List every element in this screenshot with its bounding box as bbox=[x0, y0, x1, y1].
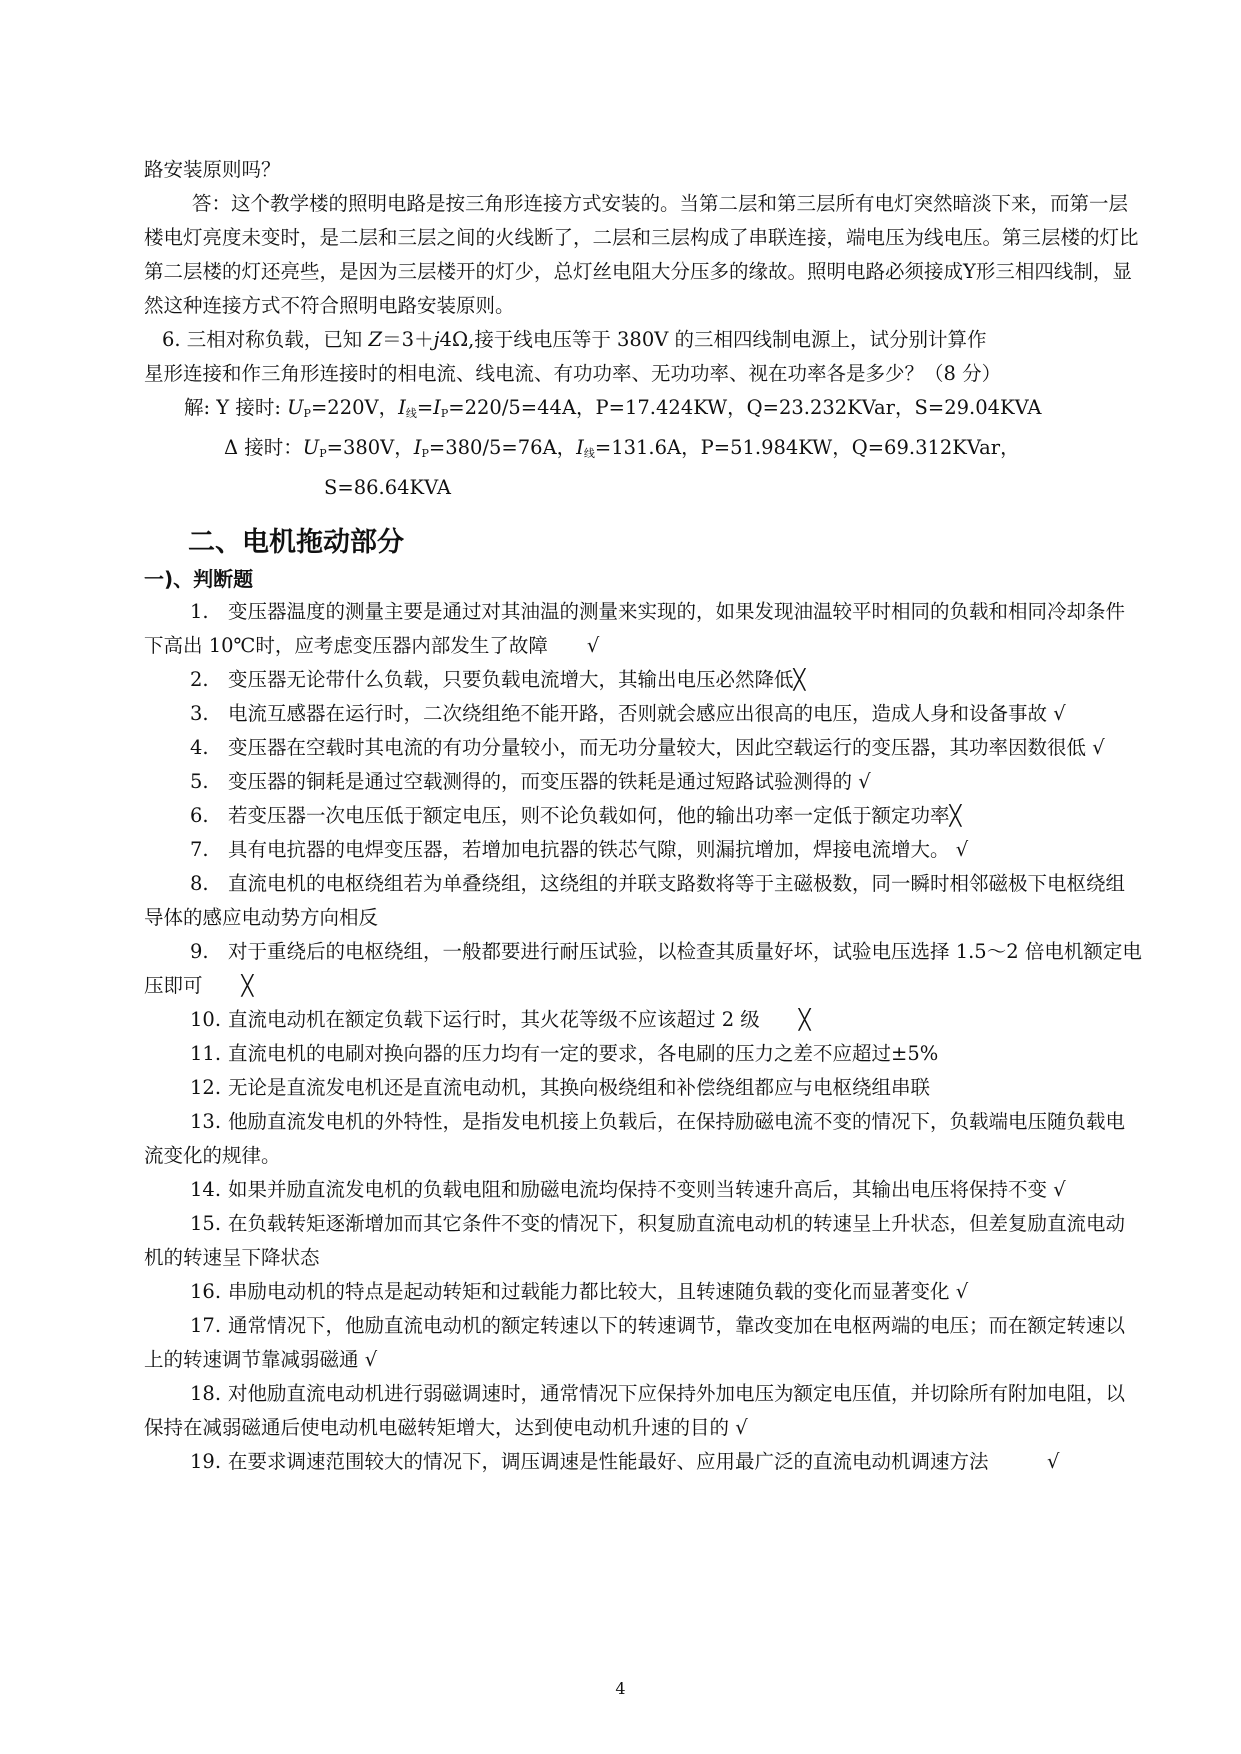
item-text: 变压器的铜耗是通过空载测得的，而变压器的铁耗是通过短路试验测得的 √ bbox=[228, 770, 871, 793]
item-number: 16. bbox=[190, 1280, 222, 1303]
item-number: 7. bbox=[190, 838, 209, 861]
item-number: 2. bbox=[190, 668, 209, 691]
list-item bbox=[144, 935, 1144, 1003]
item-number: 17. bbox=[190, 1314, 222, 1337]
judgement-list bbox=[144, 595, 1144, 1479]
list-item bbox=[144, 663, 1144, 697]
item-number: 6. bbox=[190, 804, 209, 827]
item-number: 1. bbox=[190, 600, 209, 623]
list-item bbox=[144, 765, 1144, 799]
u-symbol: U bbox=[302, 436, 320, 459]
q6-j: j bbox=[433, 328, 440, 351]
subsection-title: 一)、判断题 bbox=[144, 567, 254, 591]
solution-delta-line bbox=[144, 431, 1144, 471]
solution-y-line bbox=[144, 391, 1144, 431]
p-subscript: P bbox=[303, 407, 311, 420]
i-symbol: I bbox=[433, 396, 441, 419]
list-item bbox=[144, 1173, 1144, 1207]
list-item bbox=[144, 1037, 1144, 1071]
item-text: 对于重绕后的电枢绕组，一般都要进行耐压试验，以检查其质量好坏，试验电压选择 1.5～2 倍电机额定电压即可 ╳ bbox=[144, 940, 1142, 997]
item-text: 直流电机的电刷对换向器的压力均有一定的要求，各电刷的压力之差不应超过±5% bbox=[228, 1042, 939, 1065]
item-number: 12. bbox=[190, 1076, 222, 1099]
item-number: 4. bbox=[190, 736, 209, 759]
list-item bbox=[144, 833, 1144, 867]
item-text: 他励直流发电机的外特性，是指发电机接上负载后，在保持励磁电流不变的情况下，负载端电压随负载电流变化的规律。 bbox=[144, 1110, 1126, 1167]
item-number: 8. bbox=[190, 872, 209, 895]
item-number: 5. bbox=[190, 770, 209, 793]
item-text: 无论是直流发电机还是直流电动机，其换向极绕组和补偿绕组都应与电枢绕组串联 bbox=[228, 1076, 931, 1099]
eq-sign: = bbox=[416, 396, 434, 419]
list-item bbox=[144, 1207, 1144, 1275]
i-symbol: I bbox=[576, 436, 584, 459]
list-item bbox=[144, 1309, 1144, 1377]
list-item bbox=[144, 1377, 1144, 1445]
sol-delta-part-2: =380/5=76A， bbox=[428, 436, 577, 459]
item-text: 直流电动机在额定负载下运行时，其火花等级不应该超过 2 级 ╳ bbox=[228, 1008, 811, 1031]
item-text: 如果并励直流发电机的负载电阻和励磁电流均保持不变则当转速升高后，其输出电压将保持不变 √ bbox=[228, 1178, 1066, 1201]
u-symbol: U bbox=[287, 396, 304, 419]
item-number: 11. bbox=[190, 1042, 222, 1065]
item-number: 15. bbox=[190, 1212, 222, 1235]
sol-delta-part-1: =380V， bbox=[326, 436, 414, 459]
p-subscript: P bbox=[440, 407, 449, 420]
item-text: 若变压器一次电压低于额定电压，则不论负载如何，他的输出功率一定低于额定功率╳ bbox=[228, 804, 962, 827]
item-text: 在要求调速范围较大的情况下，调压调速是性能最好、应用最广泛的直流电动机调速方法 √ bbox=[228, 1450, 1060, 1473]
solution-delta-s: S=86.64KVA bbox=[324, 476, 451, 499]
p-subscript: P bbox=[319, 447, 327, 460]
item-text: 对他励直流电动机进行弱磁调速时，通常情况下应保持外加电压为额定电压值，并切除所有附加电阻，以保持在减弱磁通后使电动机电磁转矩增大，达到使电动机升速的目的 √ bbox=[144, 1382, 1126, 1439]
item-text: 具有电抗器的电焊变压器，若增加电抗器的铁芯气隙，则漏抗增加，焊接电流增大。 √ bbox=[228, 838, 969, 861]
intro-line: 路安装原则吗？ bbox=[144, 158, 281, 181]
p-subscript: P bbox=[421, 447, 429, 460]
list-item bbox=[144, 1105, 1144, 1173]
line-subscript: 线 bbox=[583, 447, 595, 460]
line-subscript: 线 bbox=[405, 407, 417, 420]
question-6-line-1 bbox=[144, 323, 1144, 357]
sol-delta-part-3: =131.6A，P=51.984KW，Q=69.312KVar， bbox=[594, 436, 1020, 459]
item-number: 3. bbox=[190, 702, 209, 725]
page-body bbox=[144, 153, 1144, 1479]
question-6-line-2: 星形连接和作三角形连接时的相电流、线电流、有功功率、无功功率、视在功率各是多少？（8 分） bbox=[144, 362, 1002, 385]
sol-y-part-1: =220V， bbox=[310, 396, 399, 419]
item-number: 18. bbox=[190, 1382, 222, 1405]
page-number: 4 bbox=[615, 1679, 626, 1698]
section-title: 二、电机拖动部分 bbox=[188, 527, 404, 558]
list-item bbox=[144, 731, 1144, 765]
item-text: 变压器无论带什么负载，只要负载电流增大，其输出电压必然降低╳ bbox=[228, 668, 806, 691]
q6-text-b: 4Ω,接于线电压等于 380V 的三相四线制电源上，试分别计算作 bbox=[439, 328, 987, 351]
item-text: 电流互感器在运行时，二次绕组绝不能开路，否则就会感应出很高的电压，造成人身和设备事故 √ bbox=[228, 702, 1066, 725]
item-text: 通常情况下，他励直流电动机的额定转速以下的转速调节，靠改变加在电枢两端的电压；而在额定转速以上的转速调节靠减弱磁通 √ bbox=[144, 1314, 1126, 1371]
item-text: 在负载转矩逐渐增加而其它条件不变的情况下，积复励直流电动机的转速呈上升状态，但差复励直流电动机的转速呈下降状态 bbox=[144, 1212, 1126, 1269]
item-number: 9. bbox=[190, 940, 209, 963]
i-symbol: I bbox=[413, 436, 422, 459]
sol-delta-label: Δ 接时： bbox=[224, 436, 303, 459]
list-item bbox=[144, 1445, 1144, 1479]
item-text: 直流电机的电枢绕组若为单叠绕组，这绕组的并联支路数将等于主磁极数，同一瞬时相邻磁极下电枢绕组导体的感应电动势方向相反 bbox=[144, 872, 1126, 929]
item-number: 19. bbox=[190, 1450, 222, 1473]
list-item bbox=[144, 595, 1144, 663]
q6-eq: ＝3＋ bbox=[382, 328, 434, 351]
list-item bbox=[144, 1003, 1144, 1037]
list-item bbox=[144, 1071, 1144, 1105]
list-item bbox=[144, 1275, 1144, 1309]
list-item bbox=[144, 697, 1144, 731]
item-text: 变压器温度的测量主要是通过对其油温的测量来实现的，如果发现油温较平时相同的负载和相同冷却条件下高出 10℃时，应考虑变压器内部发生了故障 √ bbox=[144, 600, 1126, 657]
item-number: 10. bbox=[190, 1008, 222, 1031]
item-text: 变压器在空载时其电流的有功分量较小，而无功分量较大，因此空载运行的变压器，其功率因数很低 √ bbox=[228, 736, 1105, 759]
item-number: 14. bbox=[190, 1178, 222, 1201]
item-number: 13. bbox=[190, 1110, 222, 1133]
q6-z: Z bbox=[368, 328, 383, 351]
sol-y-part-2: =220/5=44A，P=17.424KW，Q=23.232KVar，S=29.04KVA bbox=[448, 396, 1042, 419]
q6-text-a: 6. 三相对称负载，已知 bbox=[162, 328, 369, 351]
item-text: 串励电动机的特点是起动转矩和过载能力都比较大，且转速随负载的变化而显著变化 √ bbox=[228, 1280, 969, 1303]
list-item bbox=[144, 799, 1144, 833]
list-item bbox=[144, 867, 1144, 935]
i-symbol: I bbox=[398, 396, 406, 419]
sol-y-label: 解: Y 接时: bbox=[184, 396, 288, 419]
answer-paragraph: 答：这个教学楼的照明电路是按三角形连接方式安装的。当第二层和第三层所有电灯突然暗淡下来，而第一层楼电灯亮度未变时，是二层和三层之间的火线断了，二层和三层构成了串联连接，端电压为线电压。第三层楼的灯比第二层楼的灯还亮些，是因为三层楼开的灯少，总灯丝电阻大分压多的缘故。照明电路必须接成Y形三相四线制，显然这种连接方式不符合照明电路安装原则。 bbox=[144, 192, 1139, 317]
